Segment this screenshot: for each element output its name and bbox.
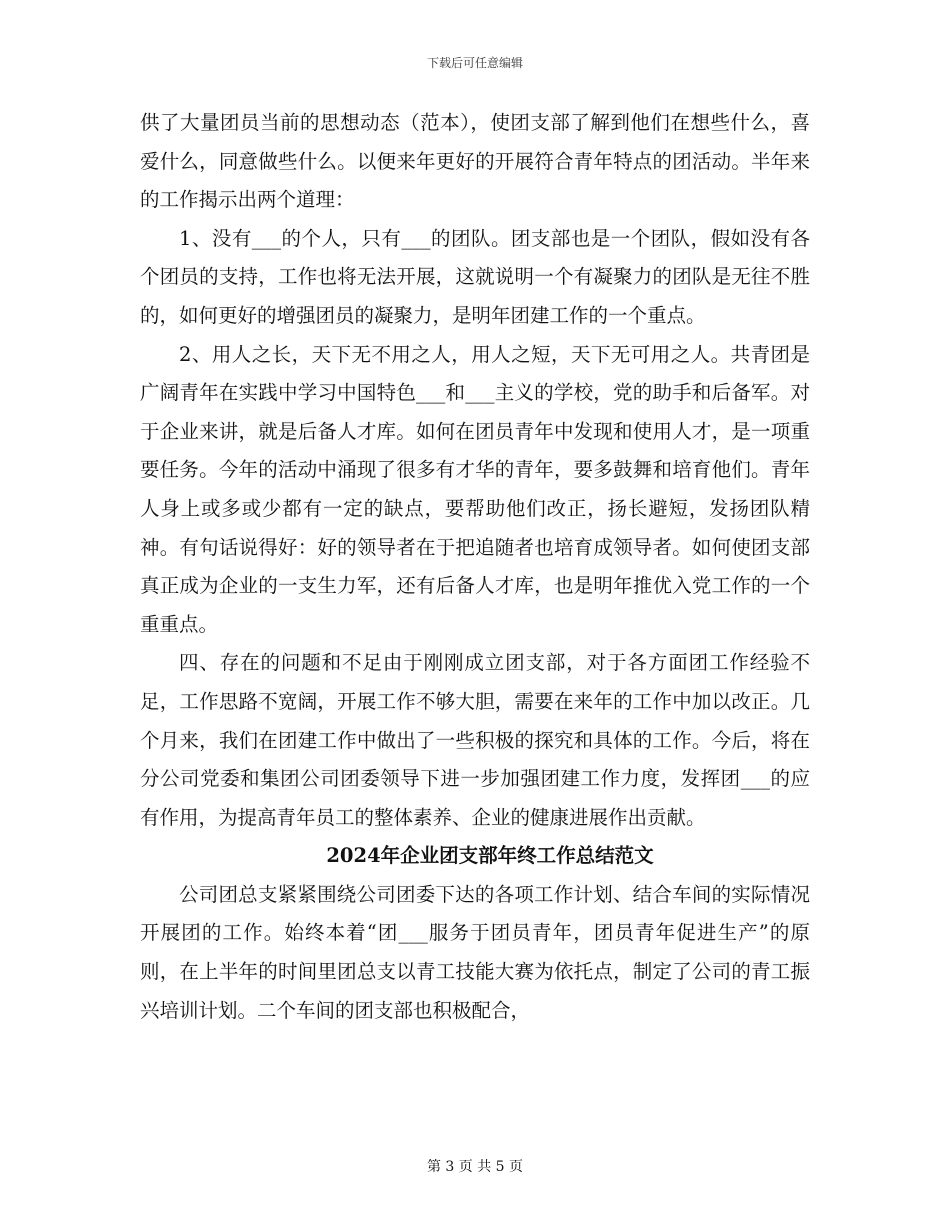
paragraph-point-1: 1、没有___的个人，只有___的团队。团支部也是一个团队，假如没有各个团员的支持，工作也将无法开展，这就说明一个有凝聚力的团队是无往不胜的，如何更好的增强团员的凝聚力，是明年团建工作的一个重点。 [140,226,810,327]
paragraph-problems: 四、存在的问题和不足由于刚刚成立团支部，对于各方面团工作经验不足，工作思路不宽阔，开展工作不够大胆，需要在来年的工作中加以改正。几个月来，我们在团建工作中做出了一些积极的探究和具体的工作。今后，将在分公司党委和集团公司团委领导下进一步加强团建工作力度，发挥团___的应有作用，为提高青年员工的整体素养、企业的健康进展作出贡献。 [140,651,810,829]
section-paragraph: 公司团总支紧紧围绕公司团委下达的各项工作计划、结合车间的实际情况开展团的工作。始终本着“团___服务于团员青年，团员青年促进生产”的原则，在上半年的时间里团总支以青工技能大赛为依托点，制定了公司的青工振兴培训计划。二个车间的团支部也积极配合， [140,882,810,1022]
paragraph-point-2: 2、用人之长，天下无不用之人，用人之短，天下无可用之人。共青团是广阔青年在实践中学习中国特色___和___主义的学校，党的助手和后备军。对于企业来讲，就是后备人才库。如何在团员青年中发现和使用人才，是一项重要任务。今年的活动中涌现了很多有才华的青年，要多鼓舞和培育他们。青年人身上或多或少都有一定的缺点，要帮助他们改正，扬长避短，发扬团队精神。有句话说得好：好的领导者在于把追随者也培育成领导者。如何使团支部真正成为企业的一支生力军，还有后备人才库，也是明年推优入党工作的一个重重点。 [140,342,810,636]
document-body [140,104,810,1030]
paragraph-continuation: 供了大量团员当前的思想动态（范本），使团支部了解到他们在想些什么，喜爱什么，同意做些什么。以便来年更好的开展符合青年特点的团活动。半年来的工作揭示出两个道理： [140,111,810,212]
page-footer: 第 3 页 共 5 页 [426,1159,524,1175]
section-title: 2024年企业团支部年终工作总结范文 [326,844,654,868]
page-header: 下载后可任意编辑 [426,56,523,70]
